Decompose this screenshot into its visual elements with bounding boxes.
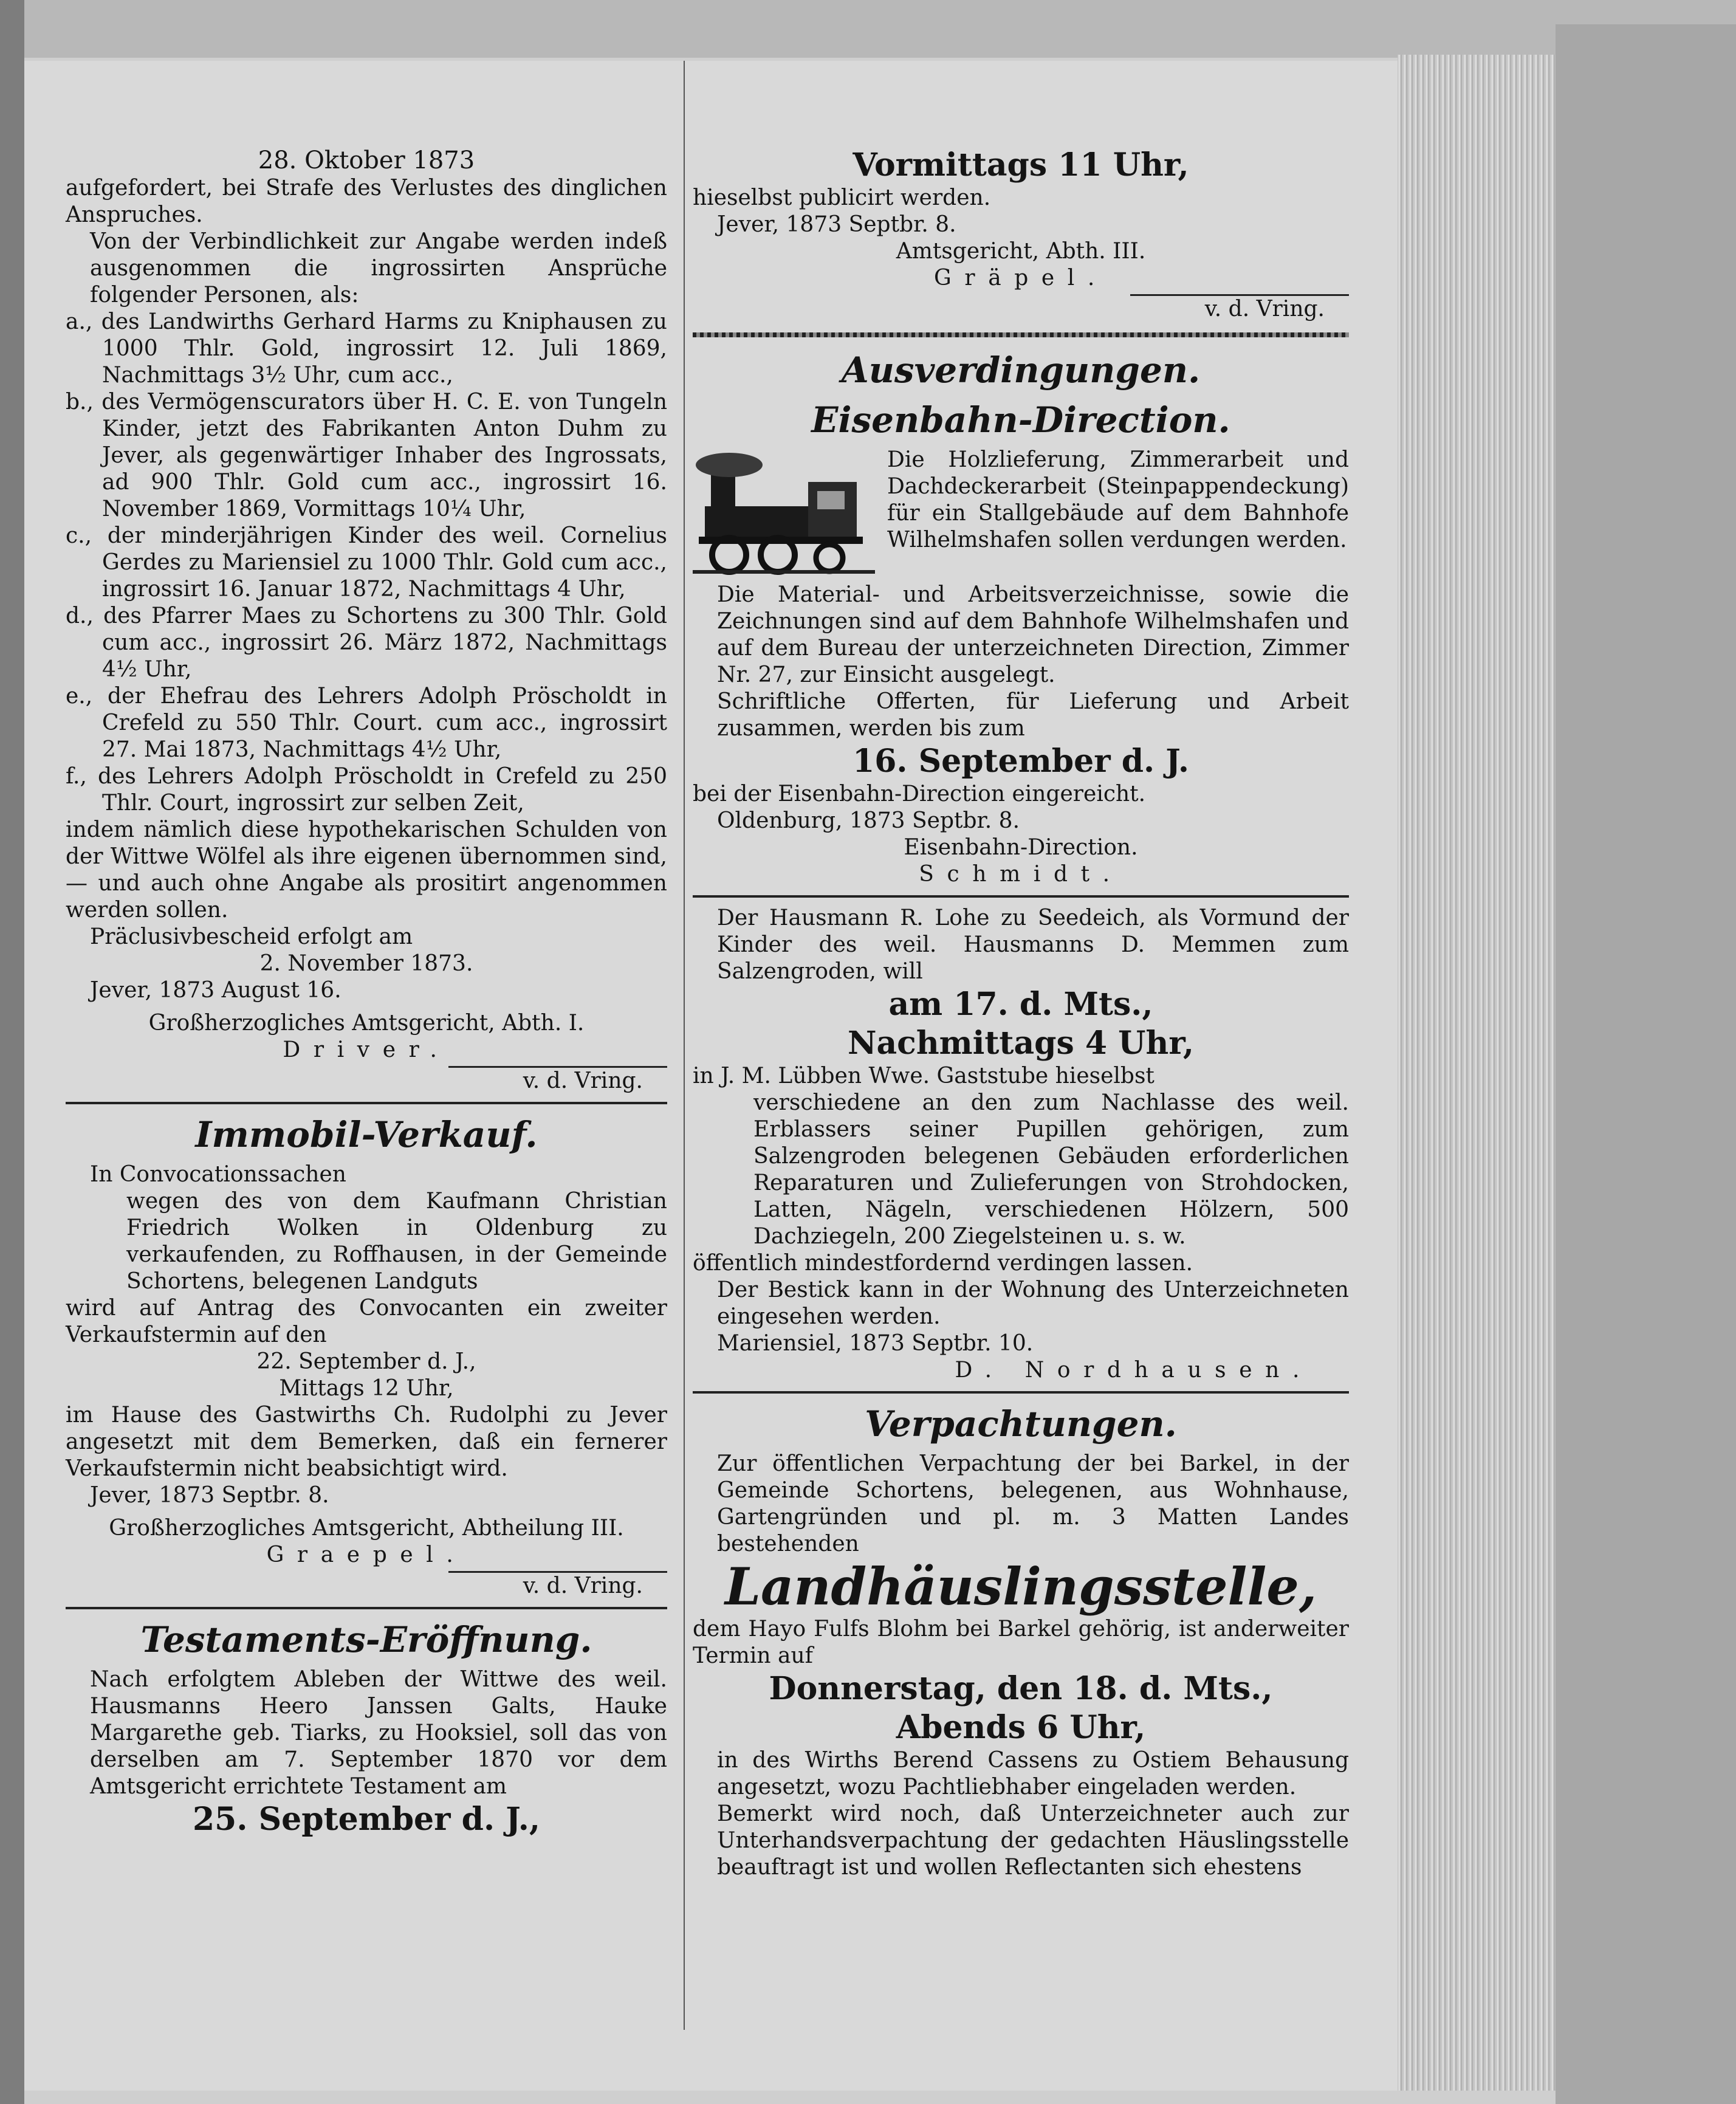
- paragraph: im Hause des Gastwirths Ch. Rudolphi zu Jever angesetzt mit dem Bemerken, daß ein fernerer Verkaufstermin nicht beabsichtigt wird.: [66, 1403, 667, 1481]
- top-date: 28. Oktober 1873: [258, 146, 475, 174]
- place-date: Jever, 1873 August 16.: [90, 978, 341, 1003]
- place-date: Jever, 1873 Septbr. 8.: [90, 1483, 329, 1508]
- section-rule: [693, 1391, 1349, 1394]
- court-signature: Amtsgericht, Abth. III.: [896, 239, 1146, 264]
- date-line: 22. September d. J.,: [256, 1349, 476, 1374]
- book-gutter: [0, 0, 24, 2104]
- paragraph: in J. M. Lübben Wwe. Gaststube hieselbst: [693, 1064, 1154, 1088]
- paragraph: Von der Verbindlichkeit zur Angabe werden indeß ausgenommen die ingrossirten Ansprüche folgender Personen, als:: [90, 229, 667, 308]
- paragraph: Nach erfolgtem Ableben der Wittwe des weil. Hausmanns Heero Janssen Galts, Hauke Margarethe geb. Tiarks, zu Hooksiel, soll das von derselben am 7. September 1870 vor dem Amtsgericht errichtete Testament am: [90, 1667, 667, 1799]
- list-item: b., des Vermögenscurators über H. C. E. von Tungeln Kinder, jetzt des Fabrikanten Anton Duhm zu Jever, als gegenwärtiger Inhaber des Ingrossats, ad 900 Thlr. Gold cum acc., ingrossirt 16. November 1869, Vormittags 10¼ Uhr,: [66, 390, 667, 521]
- judge-name: Driver.: [283, 1037, 450, 1062]
- list-item: d., des Pfarrer Maes zu Schortens zu 300 Thlr. Gold cum acc., ingrossirt 26. März 1872, Nachmittags 4½ Uhr,: [66, 603, 667, 682]
- column-divider: [684, 61, 685, 2030]
- background-top: [24, 0, 1736, 58]
- list-item: e., der Ehefrau des Lehrers Adolph Pröscholdt in Crefeld zu 550 Thlr. Court. cum acc., ingrossirt 27. Mai 1873, Nachmittags 4½ Uhr,: [66, 684, 667, 762]
- paragraph: Präclusivbescheid erfolgt am: [90, 924, 413, 949]
- time-line: Vormittags 11 Uhr,: [853, 146, 1189, 184]
- judge-name: Gräpel.: [934, 266, 1108, 291]
- list-item: c., der minderjährigen Kinder des weil. Cornelius Gerdes zu Mariensiel zu 1000 Thlr. Gold cum acc., ingrossirt 16. Januar 1872, Nachmittags 4 Uhr,: [66, 523, 667, 602]
- list-item: a., des Landwirths Gerhard Harms zu Kniphausen zu 1000 Thlr. Gold, ingrossirt 12. Juli 1869, Nachmittags 3½ Uhr, cum acc.,: [66, 309, 667, 388]
- time-line: Abends 6 Uhr,: [896, 1709, 1146, 1746]
- paragraph: öffentlich mindestfordernd verdingen lassen.: [693, 1251, 1193, 1276]
- signature-name: D. Nordhausen.: [955, 1358, 1312, 1383]
- section-rule: [66, 1102, 667, 1104]
- paragraph: indem nämlich diese hypothekarischen Schulden von der Wittwe Wölfel als ihre eigenen übernommen sind, — und auch ohne Angabe als prositirt angenommen werden sollen.: [66, 817, 667, 923]
- paragraph: in des Wirths Berend Cassens zu Ostiem Behausung angesetzt, wozu Pachtliebhaber eingeladen werden.: [717, 1748, 1349, 1800]
- heading-ausverdingungen: Ausverdingungen.: [841, 349, 1201, 391]
- paragraph: bei der Eisenbahn-Direction eingereicht.: [693, 782, 1146, 806]
- judge-name: Graepel.: [266, 1542, 467, 1567]
- headline-landhaeuslingsstelle: Landhäuslingsstelle,: [724, 1556, 1317, 1617]
- left-column: [66, 146, 667, 2036]
- court-signature: Großherzogliches Amtsgericht, Abtheilung III.: [109, 1516, 624, 1541]
- right-column: [693, 146, 1349, 2036]
- date-line: 16. September d. J.: [853, 743, 1189, 780]
- paragraph: verschiedene an den zum Nachlasse des weil. Erblassers seiner Pupillen gehörigen, zum Salzengroden belegenen Gebäuden erforderlichen Reparaturen und Zulieferungen von Strohdocken, Latten, Nägeln, verschiedenen Hölzern, 500 Dachziegeln, 200 Ziegelsteinen u. s. w.: [753, 1090, 1349, 1249]
- newspaper-page: [24, 61, 1398, 2091]
- time-line: Mittags 12 Uhr,: [279, 1376, 454, 1401]
- heading-testaments-eroeffnung: Testaments-Eröffnung.: [140, 1619, 592, 1660]
- clerk-name: v. d. Vring.: [1204, 297, 1325, 321]
- railway-ad: [693, 447, 1349, 689]
- date-line: 25. September d. J.,: [193, 1801, 540, 1838]
- section-rule: [693, 895, 1349, 898]
- section-rule: [66, 1607, 667, 1609]
- time-line: Nachmittags 4 Uhr,: [847, 1025, 1195, 1062]
- background-board: [1556, 24, 1736, 2104]
- section-rule: [693, 332, 1349, 337]
- heading-verpachtungen: Verpachtungen.: [865, 1403, 1177, 1445]
- paragraph: Zur öffentlichen Verpachtung der bei Barkel, in der Gemeinde Schortens, belegenen, aus Wohnhause, Gartengründen und pl. m. 3 Matten Landes bestehenden: [717, 1451, 1349, 1556]
- paragraph: Der Hausmann R. Lohe zu Seedeich, als Vormund der Kinder des weil. Hausmanns D. Memmen zum Salzengroden, will: [717, 906, 1349, 984]
- paragraph: dem Hayo Fulfs Blohm bei Barkel gehörig, ist anderweiter Termin auf: [693, 1617, 1349, 1668]
- court-signature: Großherzogliches Amtsgericht, Abth. I.: [148, 1011, 585, 1036]
- page-stack-edge: [1398, 55, 1556, 2091]
- paragraph: hieselbst publicirt werden.: [693, 185, 991, 210]
- signature-name: Schmidt.: [919, 862, 1123, 887]
- paragraph: aufgefordert, bei Strafe des Verlustes des dinglichen Anspruches.: [66, 176, 667, 227]
- paragraph: wird auf Antrag des Convocanten ein zweiter Verkaufstermin auf den: [66, 1296, 667, 1347]
- paragraph: Der Bestick kann in der Wohnung des Unterzeichneten eingesehen werden.: [717, 1277, 1349, 1329]
- clerk-name: v. d. Vring.: [523, 1068, 643, 1093]
- paragraph: Schriftliche Offerten, für Lieferung und Arbeit zusammen, werden bis zum: [717, 689, 1349, 741]
- paragraph: Die Holzlieferung, Zimmerarbeit und Dachdeckerarbeit (Steinpappendeckung) für ein Stallgebäude auf dem Bahnhofe Wilhelmshafen sollen verdungen werden.: [887, 447, 1349, 552]
- heading-immobil-verkauf: Immobil-Verkauf.: [195, 1114, 538, 1155]
- paragraph: Bemerkt wird noch, daß Unterzeichneter auch zur Unterhandsverpachtung der gedachten Häuslingsstelle beauftragt ist und wollen Reflectanten sich ehestens: [717, 1801, 1349, 1880]
- place-date: Mariensiel, 1873 Septbr. 10.: [717, 1331, 1034, 1356]
- date-line: am 17. d. Mts.,: [888, 986, 1153, 1023]
- paragraph: wegen des von dem Kaufmann Christian Friedrich Wolken in Oldenburg zu verkaufenden, zu Roffhausen, in der Gemeinde Schortens, belegenen Landguts: [126, 1189, 667, 1294]
- date-line: 2. November 1873.: [259, 951, 473, 976]
- signature-org: Eisenbahn-Direction.: [904, 835, 1138, 860]
- place-date: Jever, 1873 Septbr. 8.: [717, 212, 956, 237]
- locomotive-icon: [693, 452, 875, 579]
- paragraph: Die Material- und Arbeitsverzeichnisse, sowie die Zeichnungen sind auf dem Bahnhofe Wilhelmshafen und auf dem Bureau der unterzeichneten Direction, Zimmer Nr. 27, zur Einsicht ausgelegt.: [717, 582, 1349, 687]
- heading-eisenbahn-direction: Eisenbahn-Direction.: [811, 399, 1230, 441]
- place-date: Oldenburg, 1873 Septbr. 8.: [717, 808, 1020, 833]
- list-item: f., des Lehrers Adolph Pröscholdt in Crefeld zu 250 Thlr. Court, ingrossirt zur selben Zeit,: [66, 764, 667, 816]
- date-line: Donnerstag, den 18. d. Mts.,: [769, 1670, 1273, 1707]
- clerk-name: v. d. Vring.: [523, 1573, 643, 1598]
- paragraph: In Convocationssachen: [90, 1162, 346, 1187]
